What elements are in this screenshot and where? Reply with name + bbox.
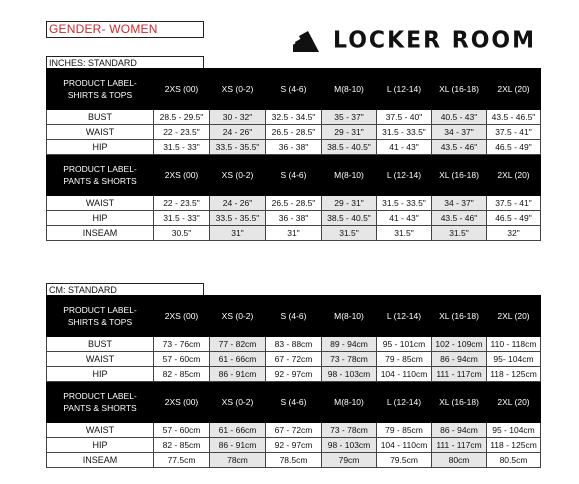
measurement-value: 95- 104cm bbox=[487, 352, 541, 367]
measurement-value: 57 - 60cm bbox=[154, 423, 210, 438]
size-column-header: XS (0-2) bbox=[210, 296, 266, 337]
brand-name: LOCKER ROOM bbox=[333, 27, 536, 54]
measurement-value: 73 - 76cm bbox=[154, 337, 210, 352]
measurement-value: 57 - 60cm bbox=[154, 352, 210, 367]
measurement-value: 86 - 91cm bbox=[210, 438, 266, 453]
size-column-header: S (4-6) bbox=[266, 382, 322, 423]
measurement-value: 43.5 - 46.5" bbox=[487, 110, 541, 125]
measurement-value: 26.5 - 28.5" bbox=[266, 196, 322, 211]
measurement-label: WAIST bbox=[47, 196, 154, 211]
measurement-value: 40.5 - 43" bbox=[432, 110, 487, 125]
measurement-value: 98 - 103cm bbox=[322, 438, 377, 453]
measurement-value: 31.5 - 33" bbox=[154, 211, 210, 226]
measurement-value: 43.5 - 46" bbox=[432, 140, 487, 155]
table-row bbox=[47, 110, 541, 125]
cm-tops-header-row bbox=[47, 296, 541, 337]
measurement-value: 118 - 125cm bbox=[487, 367, 541, 382]
measurement-value: 80cm bbox=[432, 453, 487, 468]
measurement-value: 79.5cm bbox=[377, 453, 432, 468]
measurement-value: 83 - 88cm bbox=[266, 337, 322, 352]
measurement-value: 38.5 - 40.5" bbox=[322, 211, 377, 226]
size-column-header: XS (0-2) bbox=[210, 155, 266, 196]
measurement-value: 32.5 - 34.5" bbox=[266, 110, 322, 125]
measurement-value: 86 - 91cm bbox=[210, 367, 266, 382]
measurement-value: 73 - 78cm bbox=[322, 423, 377, 438]
cm-standard-label: CM: STANDARD bbox=[46, 283, 204, 296]
measurement-value: 67 - 72cm bbox=[266, 352, 322, 367]
measurement-value: 79cm bbox=[322, 453, 377, 468]
measurement-value: 28.5 - 29.5" bbox=[154, 110, 210, 125]
measurement-value: 26.5 - 28.5" bbox=[266, 125, 322, 140]
measurement-value: 86 - 94cm bbox=[432, 423, 487, 438]
table-row bbox=[47, 367, 541, 382]
size-column-header: 2XL (20) bbox=[487, 382, 541, 423]
measurement-value: 37.5 - 41" bbox=[487, 125, 541, 140]
measurement-value: 31" bbox=[266, 226, 322, 241]
size-column-header: 2XS (00) bbox=[154, 296, 210, 337]
measurement-value: 31.5" bbox=[322, 226, 377, 241]
measurement-label: BUST bbox=[47, 110, 154, 125]
measurement-value: 89 - 94cm bbox=[322, 337, 377, 352]
measurement-value: 24 - 26" bbox=[210, 125, 266, 140]
table-row bbox=[47, 352, 541, 367]
measurement-value: 35 - 37" bbox=[322, 110, 377, 125]
size-column-header: M(8-10) bbox=[322, 155, 377, 196]
measurement-value: 46.5 - 49" bbox=[487, 140, 541, 155]
measurement-value: 31.5" bbox=[377, 226, 432, 241]
size-column-header: 2XL (20) bbox=[487, 155, 541, 196]
size-column-header: XS (0-2) bbox=[210, 69, 266, 110]
measurement-value: 37.5 - 40" bbox=[377, 110, 432, 125]
table-row bbox=[47, 226, 541, 241]
product-label-line: PRODUCT LABEL- bbox=[63, 164, 137, 174]
measurement-value: 98 - 103cm bbox=[322, 367, 377, 382]
measurement-value: 111 - 117cm bbox=[432, 367, 487, 382]
measurement-label: HIP bbox=[47, 367, 154, 382]
measurement-value: 33.5 - 35.5" bbox=[210, 211, 266, 226]
brand-logo bbox=[293, 26, 536, 52]
measurement-value: 79 - 85cm bbox=[377, 352, 432, 367]
measurement-label: INSEAM bbox=[47, 453, 154, 468]
size-column-header: S (4-6) bbox=[266, 155, 322, 196]
size-column-header: M(8-10) bbox=[322, 69, 377, 110]
table-row bbox=[47, 423, 541, 438]
measurement-value: 61 - 66cm bbox=[210, 423, 266, 438]
size-column-header: S (4-6) bbox=[266, 69, 322, 110]
product-label-header bbox=[47, 155, 154, 196]
measurement-value: 31" bbox=[210, 226, 266, 241]
product-label-line: PRODUCT LABEL- bbox=[63, 305, 137, 315]
measurement-value: 82 - 85cm bbox=[154, 438, 210, 453]
size-column-header: XL (16-18) bbox=[432, 382, 487, 423]
cm-bottoms-header-row bbox=[47, 382, 541, 423]
measurement-value: 78cm bbox=[210, 453, 266, 468]
inches-standard-label: INCHES: STANDARD bbox=[46, 56, 204, 69]
measurement-value: 95 - 104cm bbox=[487, 423, 541, 438]
measurement-value: 104 - 110cm bbox=[377, 367, 432, 382]
table-row bbox=[47, 337, 541, 352]
measurement-label: BUST bbox=[47, 337, 154, 352]
cm-size-table bbox=[46, 295, 541, 468]
measurement-value: 41 - 43" bbox=[377, 211, 432, 226]
product-label-header bbox=[47, 69, 154, 110]
measurement-value: 67 - 72cm bbox=[266, 423, 322, 438]
measurement-value: 77 - 82cm bbox=[210, 337, 266, 352]
size-column-header: XS (0-2) bbox=[210, 382, 266, 423]
product-label-line: PRODUCT LABEL- bbox=[63, 391, 137, 401]
table-row bbox=[47, 140, 541, 155]
measurement-value: 80.5cm bbox=[487, 453, 541, 468]
size-column-header: 2XS (00) bbox=[154, 155, 210, 196]
measurement-value: 77.5cm bbox=[154, 453, 210, 468]
product-label-line: SHIRTS & TOPS bbox=[67, 90, 133, 100]
gender-label: GENDER- WOMEN bbox=[46, 21, 204, 38]
measurement-value: 34 - 37" bbox=[432, 196, 487, 211]
measurement-value: 110 - 118cm bbox=[487, 337, 541, 352]
measurement-label: HIP bbox=[47, 438, 154, 453]
measurement-value: 31.5 - 33.5" bbox=[377, 196, 432, 211]
size-column-header: M(8-10) bbox=[322, 296, 377, 337]
size-column-header: L (12-14) bbox=[377, 155, 432, 196]
measurement-value: 22 - 23.5" bbox=[154, 196, 210, 211]
product-label-line: PANTS & SHORTS bbox=[63, 403, 137, 413]
measurement-value: 92 - 97cm bbox=[266, 438, 322, 453]
measurement-value: 30 - 32" bbox=[210, 110, 266, 125]
inches-tops-header-row bbox=[47, 69, 541, 110]
table-row bbox=[47, 438, 541, 453]
measurement-value: 86 - 94cm bbox=[432, 352, 487, 367]
size-column-header: L (12-14) bbox=[377, 69, 432, 110]
product-label-line: PANTS & SHORTS bbox=[63, 176, 137, 186]
measurement-value: 32" bbox=[487, 226, 541, 241]
size-column-header: XL (16-18) bbox=[432, 296, 487, 337]
measurement-value: 102 - 109cm bbox=[432, 337, 487, 352]
measurement-value: 79 - 85cm bbox=[377, 423, 432, 438]
table-row bbox=[47, 196, 541, 211]
table-row bbox=[47, 211, 541, 226]
size-column-header: L (12-14) bbox=[377, 382, 432, 423]
measurement-value: 61 - 66cm bbox=[210, 352, 266, 367]
measurement-value: 33.5 - 35.5" bbox=[210, 140, 266, 155]
measurement-label: INSEAM bbox=[47, 226, 154, 241]
measurement-value: 24 - 26" bbox=[210, 196, 266, 211]
measurement-value: 95 - 101cm bbox=[377, 337, 432, 352]
measurement-value: 73 - 78cm bbox=[322, 352, 377, 367]
product-label-line: SHIRTS & TOPS bbox=[67, 317, 133, 327]
measurement-value: 41 - 43" bbox=[377, 140, 432, 155]
measurement-value: 36 - 38" bbox=[266, 140, 322, 155]
measurement-label: HIP bbox=[47, 140, 154, 155]
product-label-header bbox=[47, 382, 154, 423]
size-column-header: XL (16-18) bbox=[432, 155, 487, 196]
measurement-value: 34 - 37" bbox=[432, 125, 487, 140]
adidas-three-bars-icon bbox=[293, 28, 327, 52]
measurement-value: 22 - 23.5" bbox=[154, 125, 210, 140]
table-row bbox=[47, 125, 541, 140]
measurement-value: 38.5 - 40.5" bbox=[322, 140, 377, 155]
measurement-value: 30.5" bbox=[154, 226, 210, 241]
size-column-header: 2XL (20) bbox=[487, 69, 541, 110]
inches-bottoms-header-row bbox=[47, 155, 541, 196]
measurement-label: HIP bbox=[47, 211, 154, 226]
measurement-value: 104 - 110cm bbox=[377, 438, 432, 453]
measurement-label: WAIST bbox=[47, 125, 154, 140]
size-column-header: 2XS (00) bbox=[154, 69, 210, 110]
product-label-header bbox=[47, 296, 154, 337]
size-column-header: XL (16-18) bbox=[432, 69, 487, 110]
size-column-header: M(8-10) bbox=[322, 382, 377, 423]
product-label-line: PRODUCT LABEL- bbox=[63, 78, 137, 88]
measurement-value: 37.5 - 41" bbox=[487, 196, 541, 211]
size-column-header: 2XS (00) bbox=[154, 382, 210, 423]
inches-size-table bbox=[46, 68, 541, 241]
measurement-value: 29 - 31" bbox=[322, 125, 377, 140]
measurement-value: 29 - 31" bbox=[322, 196, 377, 211]
table-row bbox=[47, 453, 541, 468]
measurement-value: 36 - 38" bbox=[266, 211, 322, 226]
measurement-value: 111 - 117cm bbox=[432, 438, 487, 453]
measurement-value: 31.5 - 33" bbox=[154, 140, 210, 155]
measurement-value: 92 - 97cm bbox=[266, 367, 322, 382]
measurement-value: 31.5" bbox=[432, 226, 487, 241]
size-column-header: L (12-14) bbox=[377, 296, 432, 337]
measurement-value: 118 - 125cm bbox=[487, 438, 541, 453]
measurement-label: WAIST bbox=[47, 423, 154, 438]
measurement-value: 31.5 - 33.5" bbox=[377, 125, 432, 140]
size-column-header: 2XL (20) bbox=[487, 296, 541, 337]
measurement-value: 43.5 - 46" bbox=[432, 211, 487, 226]
measurement-label: WAIST bbox=[47, 352, 154, 367]
measurement-value: 78.5cm bbox=[266, 453, 322, 468]
measurement-value: 46.5 - 49" bbox=[487, 211, 541, 226]
measurement-value: 82 - 85cm bbox=[154, 367, 210, 382]
size-column-header: S (4-6) bbox=[266, 296, 322, 337]
